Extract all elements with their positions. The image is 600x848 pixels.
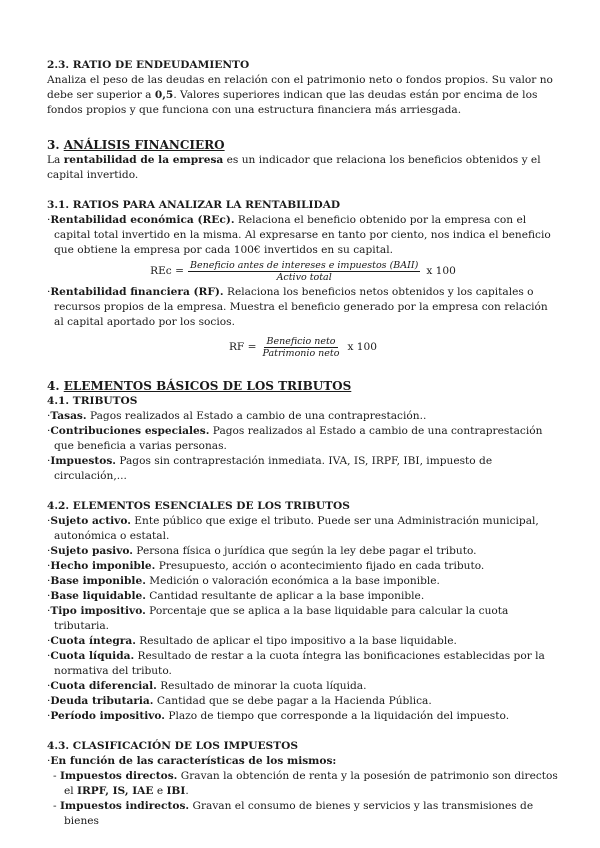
bullet-label: Hecho imponible. xyxy=(50,560,156,572)
section-2-3-text xyxy=(47,73,559,118)
bullet-text: Presupuesto, acción o acontecimiento fijado en cada tributo. xyxy=(155,560,485,572)
bullet-mark: · xyxy=(47,515,51,527)
formula-numerator: Beneficio antes de intereses e impuestos (BAII) xyxy=(189,260,419,271)
text-part: . xyxy=(185,785,189,797)
bullet-rec xyxy=(47,213,559,258)
bullet-label: Período impositivo. xyxy=(50,710,165,722)
list-item xyxy=(47,409,559,424)
bullet-label: En función de las características de los mismos: xyxy=(50,755,337,767)
formula-denominator: Activo total xyxy=(276,272,332,283)
text-part: . Valores superiores indican que las deudas están por encima de los fondos propios y que funciona con una estructura financiera más arriesgada. xyxy=(47,89,538,116)
formula-rec xyxy=(47,260,559,283)
formula-fraction xyxy=(261,336,342,359)
heading-title: ANÁLISIS FINANCIERO xyxy=(63,138,225,152)
bullet-mark: · xyxy=(47,560,51,572)
bullet-text: Relaciona los beneficios netos obtenidos y los capitales o recursos propios de la empresa. Muestra el beneficio generado por la empresa con relación al capital aportado por los socios. xyxy=(54,286,548,328)
bullet-mark: · xyxy=(47,455,51,467)
bullet-text: Pagos realizados al Estado a cambio de una contraprestación.. xyxy=(86,410,427,422)
bullet-mark: · xyxy=(47,695,51,707)
formula-numerator: Beneficio neto xyxy=(266,336,336,347)
list-item xyxy=(47,544,559,559)
list-item xyxy=(47,709,559,724)
text-part: La xyxy=(47,154,64,166)
bullet-label: Cuota líquida. xyxy=(50,650,135,662)
text-bold: IRPF, IS, IAE xyxy=(77,785,154,797)
section-4-3-title: 4.3. CLASIFICACIÓN DE LOS IMPUESTOS xyxy=(47,740,298,752)
heading-number: 3. xyxy=(47,138,64,152)
bullet-text: Medición o valoración económica a la base imponible. xyxy=(145,575,440,587)
section-3-heading xyxy=(47,138,559,153)
bullet-text: Porcentaje que se aplica a la base liquidable para calcular la cuota tributaria. xyxy=(54,605,509,632)
bullet-label: Sujeto pasivo. xyxy=(50,545,133,557)
bullet-mark: · xyxy=(47,425,51,437)
heading-title: ELEMENTOS BÁSICOS DE LOS TRIBUTOS xyxy=(63,379,352,393)
formula-rf xyxy=(47,336,559,359)
text-part: es un indicador que relaciona los beneficios obtenidos y el capital invertido. xyxy=(47,154,541,181)
text-part: Analiza el peso de las deudas en relación con el patrimonio neto o fondos propios. Su valor no debe ser superior a xyxy=(47,74,553,101)
section-4-1-title: 4.1. TRIBUTOS xyxy=(47,395,138,407)
list-item xyxy=(47,514,559,544)
formula-denominator: Patrimonio neto xyxy=(262,348,340,359)
list-item xyxy=(47,559,559,574)
dash-mark: - xyxy=(53,770,57,782)
dash-mark: - xyxy=(53,800,57,812)
section-2-3-title: 2.3. RATIO DE ENDEUDAMIENTO xyxy=(47,59,250,71)
section-4-heading xyxy=(47,379,559,394)
section-3-intro xyxy=(47,153,559,183)
bullet-text: Resultado de aplicar el tipo impositivo a la base liquidable. xyxy=(135,635,457,647)
list-item xyxy=(47,649,559,679)
bullet-text: Resultado de restar a la cuota íntegra las bonificaciones establecidas por la normativa del tributo. xyxy=(54,650,545,677)
list-item xyxy=(47,694,559,709)
text-bold: rentabilidad de la empresa xyxy=(63,154,224,166)
text-bold: 0,5 xyxy=(154,89,174,101)
bullet-label: Cuota íntegra. xyxy=(50,635,136,647)
bullet-label: Base liquidable. xyxy=(50,590,146,602)
bullet-mark: · xyxy=(47,650,51,662)
bullet-mark: · xyxy=(47,575,51,587)
bullet-text: Cantidad resultante de aplicar a la base imponible. xyxy=(145,590,425,602)
bullet-mark: · xyxy=(47,680,51,692)
document-page xyxy=(47,58,559,829)
bullet-mark: · xyxy=(47,410,51,422)
dash-indirectos xyxy=(50,799,559,829)
elementos-list xyxy=(47,514,559,724)
bullet-label: Tasas. xyxy=(50,410,87,422)
list-item xyxy=(47,589,559,604)
dash-directos xyxy=(50,769,559,799)
list-item xyxy=(47,679,559,694)
bullet-text: Ente público que exige el tributo. Puede ser una Administración municipal, autonómica o estatal. xyxy=(54,515,539,542)
bullet-mark: · xyxy=(47,605,51,617)
section-3-1-title: 3.1. RATIOS PARA ANALIZAR LA RENTABILIDAD xyxy=(47,199,341,211)
list-item xyxy=(47,454,559,484)
dash-label: Impuestos indirectos. xyxy=(59,800,190,812)
bullet-mark: · xyxy=(47,635,51,647)
bullet-mark: · xyxy=(47,286,51,298)
formula-rhs: x 100 xyxy=(347,341,378,353)
dash-text: Gravan la obtención de renta y la posesión de patrimonio son directos el xyxy=(64,770,558,797)
formula-fraction xyxy=(188,260,420,283)
list-item xyxy=(47,604,559,634)
bullet-mark: · xyxy=(47,710,51,722)
bullet-text: Cantidad que se debe pagar a la Hacienda Pública. xyxy=(153,695,432,707)
bullet-text: Pagos sin contraprestación inmediata. IVA, IS, IRPF, IBI, impuesto de circulación,... xyxy=(54,455,493,482)
formula-lhs: RF = xyxy=(228,341,257,353)
bullet-mark: · xyxy=(47,590,51,602)
formula-rhs: x 100 xyxy=(426,265,456,277)
heading-number: 4. xyxy=(47,379,64,393)
formula-lhs: REc = xyxy=(150,265,184,277)
bullet-label: Deuda tributaria. xyxy=(50,695,154,707)
section-4-2-title: 4.2. ELEMENTOS ESENCIALES DE LOS TRIBUTOS xyxy=(47,500,350,512)
bullet-label: Contribuciones especiales. xyxy=(50,425,210,437)
list-item xyxy=(47,424,559,454)
bullet-label: Rentabilidad financiera (RF). xyxy=(50,286,224,298)
bullet-text: Plazo de tiempo que corresponde a la liquidación del impuesto. xyxy=(164,710,510,722)
bullet-text: Pagos realizados al Estado a cambio de una contraprestación que beneficia a varias personas. xyxy=(54,425,543,452)
bullet-label: Impuestos. xyxy=(50,455,116,467)
bullet-label: Base imponible. xyxy=(50,575,146,587)
bullet-mark: · xyxy=(47,755,51,767)
list-item xyxy=(47,574,559,589)
list-item xyxy=(47,634,559,649)
bullet-mark: · xyxy=(47,214,51,226)
dash-text: Gravan el consumo de bienes y servicios y las transmisiones de bienes xyxy=(64,800,534,827)
bullet-classification xyxy=(47,754,559,769)
bullet-text: Relaciona el beneficio obtenido por la empresa con el capital total invertido en la misma. Al expresarse en tanto por ciento, nos indica el beneficio que obtiene la empresa por cada 100€ invertidos en su capital. xyxy=(54,214,551,256)
dash-label: Impuestos directos. xyxy=(59,770,178,782)
text-bold: IBI xyxy=(166,785,186,797)
bullet-rf xyxy=(47,285,559,330)
bullet-label: Sujeto activo. xyxy=(50,515,131,527)
bullet-text: Persona física o jurídica que según la ley debe pagar el tributo. xyxy=(132,545,477,557)
tributos-list xyxy=(47,409,559,484)
bullet-label: Cuota diferencial. xyxy=(50,680,157,692)
text-part: e xyxy=(153,785,167,797)
bullet-text: Resultado de minorar la cuota líquida. xyxy=(156,680,367,692)
bullet-label: Rentabilidad económica (REc). xyxy=(50,214,235,226)
bullet-label: Tipo impositivo. xyxy=(50,605,146,617)
bullet-mark: · xyxy=(47,545,51,557)
